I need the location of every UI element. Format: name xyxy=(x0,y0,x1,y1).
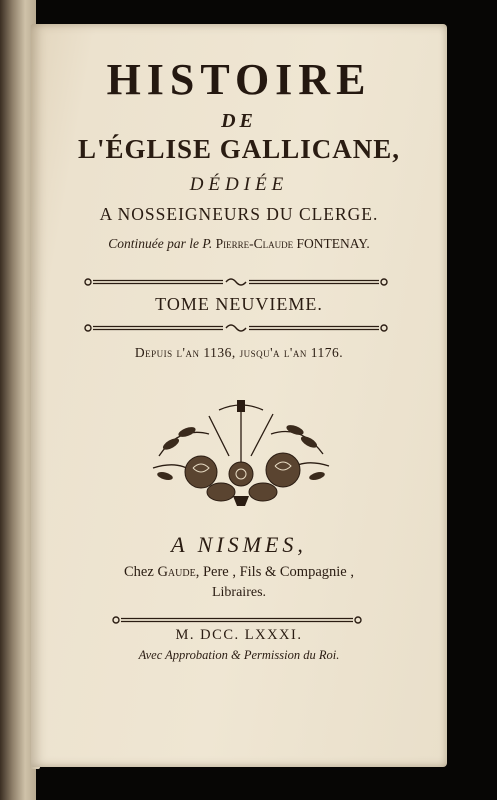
imprint-libraires: Libraires. xyxy=(211,585,267,600)
title-histoire: HISTOIRE xyxy=(106,55,372,104)
author-line xyxy=(31,236,447,252)
ornamental-rule-icon xyxy=(111,614,363,626)
imprint-publisher xyxy=(31,564,447,581)
title-page xyxy=(31,24,447,767)
title-eglise-gallicane: L'ÉGLISE GALLICANE, xyxy=(77,134,401,164)
imprint-city: A NISMES, xyxy=(171,532,307,557)
floral-vignette-icon xyxy=(149,396,333,508)
author-prefix: Continuée par le P. xyxy=(108,236,213,251)
title-de: DE xyxy=(221,110,257,132)
publisher-name: Gaude xyxy=(157,564,196,580)
volume-tome: TOME NEUVIEME. xyxy=(155,294,323,314)
dedication-dediee: DÉDIÉE xyxy=(189,174,289,195)
publisher-suffix: , Pere , Fils & Compagnie , xyxy=(195,564,354,580)
imprint-date: M. DCC. LXXXI. xyxy=(175,627,303,643)
royal-approbation: Avec Approbation & Permission du Roi. xyxy=(138,648,340,662)
ornamental-rule-icon xyxy=(83,322,389,334)
date-range: Depuis l'an 1136, jusqu'a l'an 1176. xyxy=(134,345,344,360)
publisher-prefix: Chez xyxy=(124,564,154,580)
author-name: Pierre-Claude FONTENAY. xyxy=(215,236,370,251)
ornamental-rule-icon xyxy=(83,276,389,288)
dedication-clergy: A NOSSEIGNEURS DU CLERGE. xyxy=(99,204,379,224)
